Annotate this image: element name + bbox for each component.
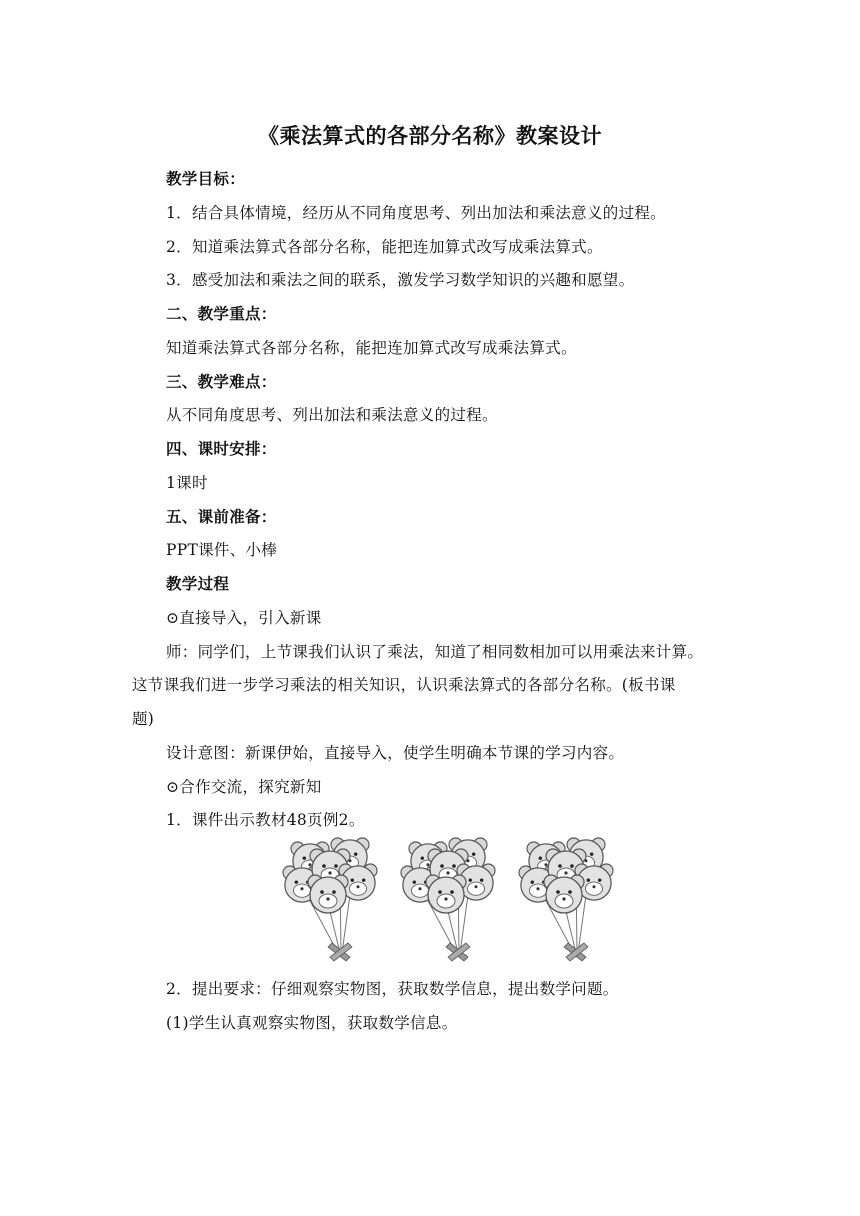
balloon-bunch-3 (519, 838, 613, 961)
schedule-text: 1课时 (166, 474, 208, 492)
teacher-speech-line-2: 这节课我们进一步学习乘法的相关知识，认识乘法算式的各部分名称。(板书课 (132, 676, 676, 694)
objective-1: 1．结合具体情境，经历从不同角度思考、列出加法和乘法意义的过程。 (166, 204, 666, 222)
section-heading-difficulties: 三、教学难点： (166, 373, 277, 391)
teacher-speech-line-1: 师：同学们，上节课我们认识了乘法，知道了相同数相加可以用乘法来计算。 (166, 643, 704, 661)
bear-balloons-figure (280, 835, 620, 967)
section-heading-schedule: 四、课时安排： (166, 440, 277, 458)
design-intent-text: 设计意图：新课伊始，直接导入，使学生明确本节课的学习内容。 (166, 744, 625, 762)
objective-3: 3．感受加法和乘法之间的联系，激发学习数学知识的兴趣和愿望。 (166, 271, 635, 289)
section-heading-objectives: 教学目标： (166, 170, 246, 188)
difficulties-text: 从不同角度思考、列出加法和乘法意义的过程。 (166, 406, 498, 424)
section-heading-preparation: 五、课前准备： (166, 508, 277, 526)
balloon-bunch-1 (283, 838, 377, 961)
key-points-text: 知道乘法算式各部分名称，能把连加算式改写成乘法算式。 (166, 339, 577, 357)
section-heading-process: 教学过程 (166, 575, 230, 593)
balloon-bunch-2 (401, 838, 495, 961)
section-heading-key-points: 二、教学重点： (166, 305, 277, 323)
courseware-example-text: 1．课件出示教材48页例2。 (166, 811, 365, 829)
observation-text: (1)学生认真观察实物图，获取数学信息。 (166, 1014, 458, 1032)
process-step-explore: ⊙合作交流，探究新知 (166, 778, 322, 796)
objective-2: 2．知道乘法算式各部分名称，能把连加算式改写成乘法算式。 (166, 238, 603, 256)
process-step-intro: ⊙直接导入，引入新课 (166, 609, 322, 627)
document-title: 《乘法算式的各部分名称》教案设计 (258, 124, 602, 148)
requirement-text: 2．提出要求：仔细观察实物图，获取数学信息，提出数学问题。 (166, 980, 619, 998)
teacher-speech-line-3: 题) (132, 710, 155, 728)
preparation-text: PPT课件、小棒 (166, 541, 278, 559)
